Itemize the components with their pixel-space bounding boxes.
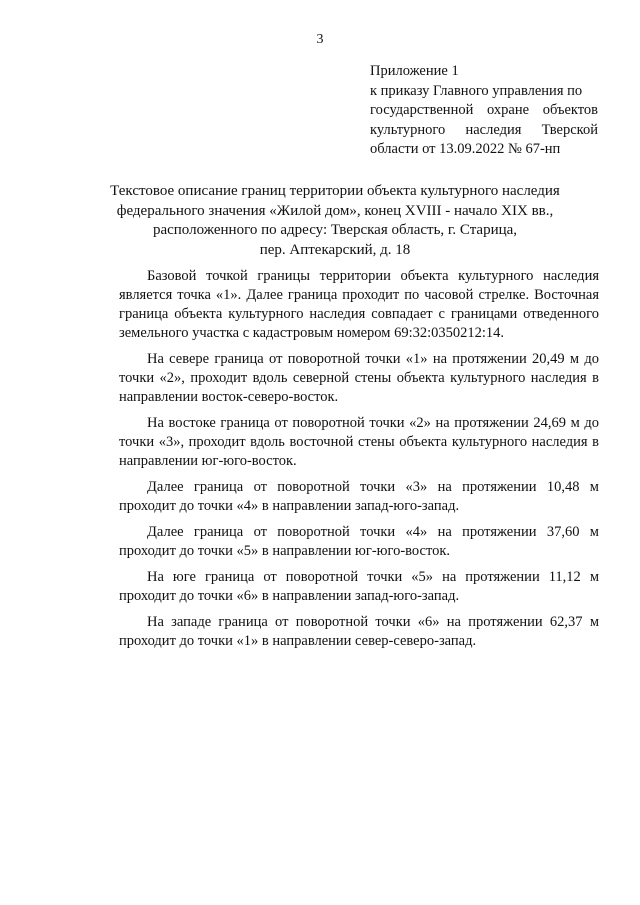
paragraph <box>119 523 599 561</box>
page-number: 3 <box>316 32 324 47</box>
appendix-order-line: к приказу Главного управления по <box>370 82 583 99</box>
paragraph-line: земельного участка с кадастровым номером 69:32:0350212:14. <box>119 325 505 341</box>
paragraph-line: является точка «1». Далее граница проходит по часовой стрелке. Восточная <box>119 287 599 303</box>
appendix-header <box>370 62 598 160</box>
paragraph-line: проходит до точки «5» в направлении юг-юго-восток. <box>119 543 451 559</box>
paragraph-line: На западе граница от поворотной точки «6» на протяжении 62,37 м <box>147 614 599 630</box>
paragraph-line: Далее граница от поворотной точки «4» на протяжении 37,60 м <box>147 524 599 540</box>
paragraph-line: Базовой точкой границы территории объекта культурного наследия <box>147 268 599 284</box>
title-line: пер. Аптекарский, д. 18 <box>259 241 411 258</box>
paragraph-line: проходит до точки «4» в направлении запад-юго-запад. <box>119 498 460 514</box>
appendix-date-line: области от 13.09.2022 № 67-нп <box>370 141 561 157</box>
paragraph-line: На севере граница от поворотной точки «1» на протяжении 20,49 м до <box>147 351 599 367</box>
appendix-region-line: культурного наследия Тверской <box>370 121 598 138</box>
paragraph <box>119 478 599 516</box>
paragraph <box>119 568 599 606</box>
paragraph-line: направлении восток-северо-восток. <box>119 389 339 405</box>
title-line: федерального значения «Жилой дом», конец XVIII - начало XIX вв., <box>116 202 554 219</box>
paragraph-line: проходит до точки «6» в направлении запад-юго-запад. <box>119 588 460 604</box>
paragraph-line: проходит до точки «1» в направлении север-северо-запад. <box>119 633 477 649</box>
paragraph-line: точки «2», проходит вдоль северной стены объекта культурного наследия в <box>119 370 599 386</box>
paragraph-line: граница объекта культурного наследия совпадает с границами отведенного <box>119 306 599 322</box>
paragraph <box>119 414 599 471</box>
paragraph-line: На востоке граница от поворотной точки «2» на протяжении 24,69 м до <box>147 415 599 431</box>
title-line: Текстовое описание границ территории объекта культурного наследия <box>110 183 560 199</box>
appendix-label: Приложение 1 <box>370 63 459 79</box>
paragraph <box>119 613 599 651</box>
paragraph <box>119 350 599 407</box>
paragraph-line: направлении юг-юго-восток. <box>119 453 297 469</box>
document-title <box>110 182 560 260</box>
paragraph-line: Далее граница от поворотной точки «3» на протяжении 10,48 м <box>147 479 599 495</box>
paragraph-line: На юге граница от поворотной точки «5» на протяжении 11,12 м <box>147 569 599 585</box>
document-body <box>119 267 599 658</box>
paragraph-line: точки «3», проходит вдоль восточной стены объекта культурного наследия в <box>119 434 599 450</box>
appendix-authority-line: государственной охране объектов <box>370 102 598 118</box>
paragraph <box>119 267 599 343</box>
title-line: расположенного по адресу: Тверская область, г. Старица, <box>152 222 518 238</box>
